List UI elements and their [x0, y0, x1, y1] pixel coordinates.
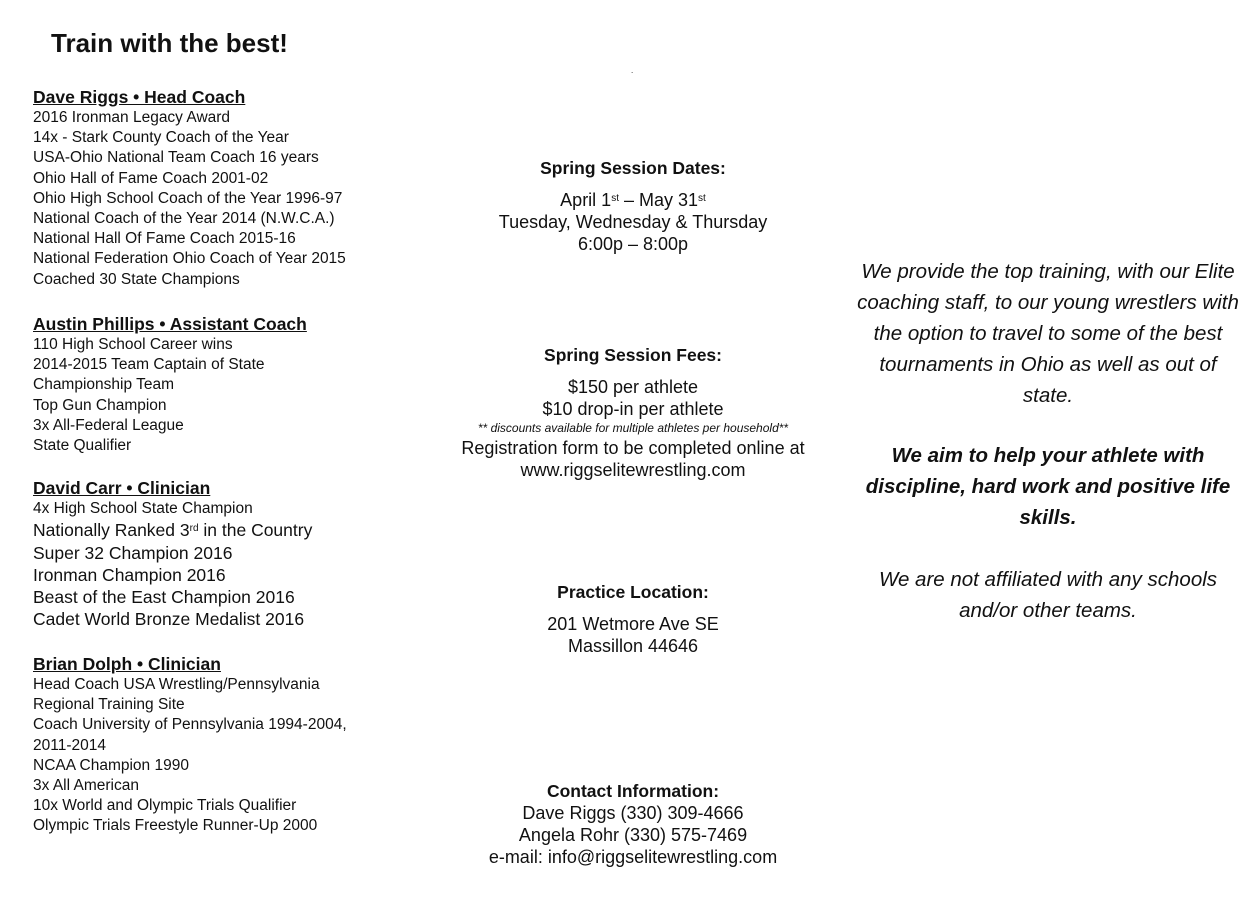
coach-credential: 3x All-Federal League	[33, 416, 184, 434]
coach-credential: Ohio Hall of Fame Coach 2001-02	[33, 169, 269, 187]
coach-credential: NCAA Champion 1990	[33, 756, 189, 774]
contact-dave-riggs: Dave Riggs (330) 309-4666	[522, 803, 744, 823]
coach-credential: Head Coach USA Wrestling/Pennsylvania	[33, 676, 320, 693]
coach-credential: 2016 Ironman Legacy Award	[33, 109, 231, 126]
practice-location	[440, 581, 826, 657]
coach-credential: Ironman Champion 2016	[33, 564, 226, 585]
coach-name: Dave Riggs • Head Coach	[33, 87, 246, 107]
location-street: 201 Wetmore Ave SE	[547, 614, 719, 634]
coach-credential: Super 32 Champion 2016	[33, 542, 233, 563]
contact-information	[440, 780, 826, 868]
coach-credential: State Qualifier	[33, 437, 132, 455]
stray-dot: .	[631, 66, 634, 75]
about-intro: We provide the top training, with our Elite coaching staff, to our young wrestlers with the option to travel to some of the best tournaments in Ohio as well as out of state.	[857, 260, 1239, 407]
ordinal-suffix: st	[698, 193, 706, 204]
ordinal-suffix: st	[611, 193, 619, 204]
coach-credential: National Federation Ohio Coach of Year 2015	[33, 250, 346, 268]
coach-credential: 2014-2015 Team Captain of State	[33, 356, 265, 374]
ordinal-suffix: rd	[189, 523, 199, 535]
session-fees	[440, 344, 826, 481]
discount-note: ** discounts available for multiple athletes per household**	[477, 421, 789, 435]
fee-drop-in: $10 drop-in per athlete	[542, 399, 724, 419]
coach-credential: Top Gun Champion	[33, 396, 167, 414]
coach-name: David Carr • Clinician	[33, 478, 211, 498]
contact-heading: Contact Information:	[546, 781, 720, 801]
session-fees-heading: Spring Session Fees:	[544, 345, 722, 365]
session-days: Tuesday, Wednesday & Thursday	[498, 212, 768, 232]
coach-credential: 2011-2014	[33, 736, 106, 754]
credential-text: in the Country	[198, 520, 313, 541]
contact-email[interactable]: e-mail: info@riggselitewrestling.com	[488, 847, 778, 867]
coach-name: Brian Dolph • Clinician	[33, 654, 221, 674]
session-time: 6:00p – 8:00p	[577, 234, 689, 254]
coach-credential: Cadet World Bronze Medalist 2016	[33, 609, 305, 630]
coach-credential: National Hall Of Fame Coach 2015-16	[33, 230, 296, 248]
coach-brian-dolph	[33, 653, 433, 837]
coach-dave-riggs	[33, 86, 433, 290]
coach-credential: 110 High School Career wins	[33, 336, 233, 353]
coach-credential: Ohio High School Coach of the Year 1996-97	[33, 189, 343, 207]
date-start: April 1	[560, 190, 612, 210]
coach-austin-phillips	[33, 313, 433, 456]
coach-name: Austin Phillips • Assistant Coach	[33, 314, 307, 334]
date-end: – May 31	[618, 190, 699, 210]
coach-credential: 4x High School State Champion	[33, 500, 253, 517]
about-mission: We aim to help your athlete with discipline, hard work and positive life skills.	[865, 444, 1231, 529]
website-link[interactable]: www.riggselitewrestling.com	[520, 460, 746, 480]
fee-per-athlete: $150 per athlete	[567, 377, 699, 397]
coach-credential: Coached 30 State Champions	[33, 270, 240, 288]
session-dates-heading: Spring Session Dates:	[540, 158, 726, 178]
coach-credential: National Coach of the Year 2014 (N.W.C.A.)	[33, 210, 335, 228]
coach-credential: Regional Training Site	[33, 696, 185, 714]
page-title: Train with the best!	[51, 28, 288, 58]
about-disclaimer: We are not affiliated with any schools and/or other teams.	[878, 568, 1218, 622]
practice-location-heading: Practice Location:	[557, 582, 709, 602]
coach-credential: USA-Ohio National Team Coach 16 years	[33, 149, 319, 167]
contact-angela-rohr: Angela Rohr (330) 575-7469	[518, 825, 748, 845]
coach-credential: Olympic Trials Freestyle Runner-Up 2000	[33, 817, 318, 835]
session-dates	[440, 157, 826, 255]
location-city: Massillon 44646	[567, 636, 699, 656]
coach-credential	[33, 519, 433, 541]
session-date-range	[440, 189, 826, 211]
coach-credential: 10x World and Olympic Trials Qualifier	[33, 797, 297, 815]
coach-credential: 3x All American	[33, 777, 139, 795]
credential-text: Nationally Ranked 3	[33, 520, 190, 541]
coach-credential: Championship Team	[33, 376, 175, 394]
coach-credential: Coach University of Pennsylvania 1994-2004,	[33, 716, 347, 734]
registration-note: Registration form to be completed online at	[461, 438, 805, 458]
coach-credential: Beast of the East Champion 2016	[33, 587, 295, 608]
coach-david-carr	[33, 477, 433, 631]
coach-credential: 14x - Stark County Coach of the Year	[33, 129, 289, 147]
